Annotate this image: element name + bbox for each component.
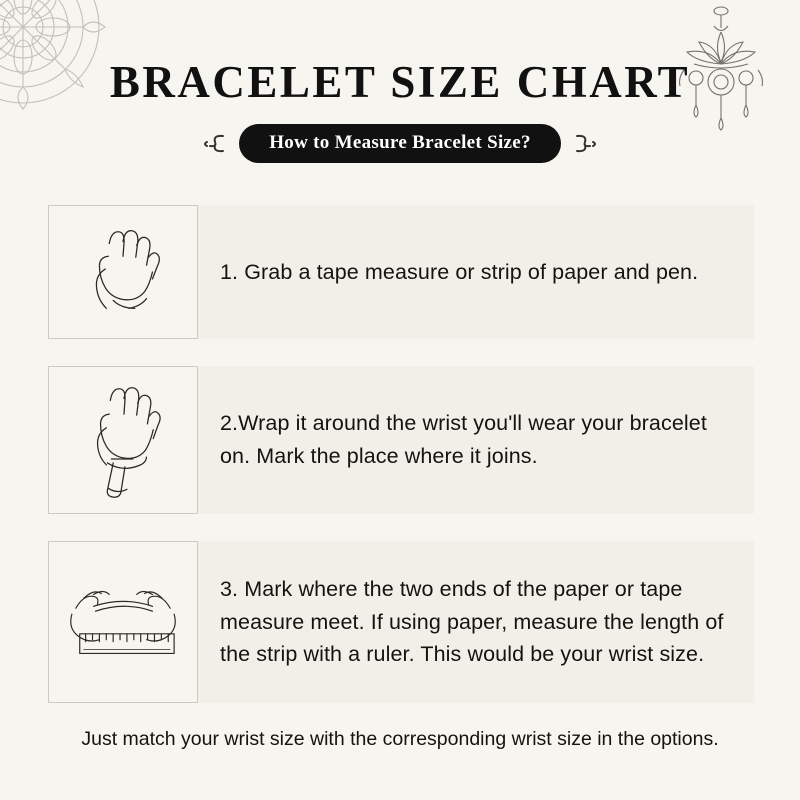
hands-measuring-strip-with-ruler-icon: [48, 541, 198, 703]
swirl-flourish-icon: [201, 131, 227, 157]
footer-note: Just match your wrist size with the corresponding wrist size in the options.: [81, 728, 719, 750]
step-text: 3. Mark where the two ends of the paper or tape measure meet. If using paper, measure the length of the strip with a ruler. This would be your wrist size.: [220, 576, 724, 667]
list-item: [48, 205, 754, 339]
hand-holding-tape-measure-icon: [48, 205, 198, 339]
hand-wrapping-tape-around-wrist-icon: [48, 366, 198, 514]
steps-list: [48, 205, 754, 730]
page-title: BRACELET SIZE CHART: [109, 57, 691, 107]
subtitle-badge: How to Measure Bracelet Size?: [239, 124, 561, 163]
subtitle-row: [0, 124, 800, 163]
step-text: 2.Wrap it around the wrist you'll wear your bracelet on. Mark the place where it joins.: [220, 411, 707, 468]
step-text: 1. Grab a tape measure or strip of paper and pen.: [220, 259, 699, 284]
list-item: [48, 366, 754, 514]
swirl-flourish-icon: [573, 131, 599, 157]
list-item: [48, 541, 754, 703]
